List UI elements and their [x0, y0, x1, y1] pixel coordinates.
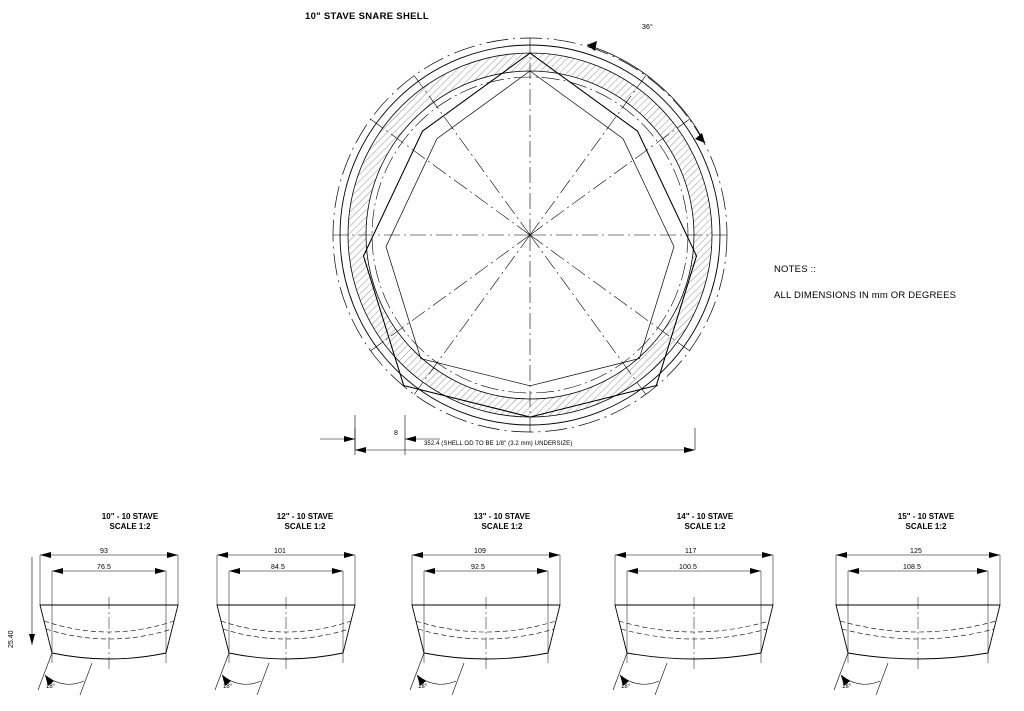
page-title: 10" STAVE SNARE SHELL [305, 11, 429, 22]
stave-outer-width-2: 109 [474, 548, 486, 555]
outer-diameter-dimension [300, 428, 720, 468]
stave-inner-width-1: 84.5 [271, 564, 286, 571]
stave-title-line2-4: SCALE 1:2 [905, 522, 947, 531]
stave-title-line1-1: 12" - 10 STAVE [276, 512, 334, 521]
stave-title-line1-0: 10" - 10 STAVE [101, 512, 159, 521]
stave-title-line2-3: SCALE 1:2 [684, 522, 726, 531]
stave-outer-width-3: 117 [685, 548, 697, 555]
notes-body: ALL DIMENSIONS IN mm OR DEGREES [774, 290, 957, 301]
stave-title-1 [215, 512, 395, 532]
stave-profile-3 [593, 545, 808, 705]
stave-title-line1-4: 15" - 10 STAVE [897, 512, 955, 521]
stave-angle-0: 18° [46, 684, 56, 690]
outer-diameter-label: 352.4 (SHELL OD TO BE 1/8" (3.2 mm) UNDERSIZE) [424, 441, 573, 447]
stave-title-3 [615, 512, 795, 532]
stave-title-line1-3: 14" - 10 STAVE [676, 512, 734, 521]
wall-thickness-label: 8 [394, 430, 398, 437]
stave-height-label: 25.40 [8, 630, 15, 648]
stave-inner-width-2: 92.5 [471, 564, 486, 571]
stave-inner-width-4: 108.5 [903, 564, 922, 571]
stave-title-line2-1: SCALE 1:2 [284, 522, 326, 531]
angle-dimension-label: 36° [642, 24, 653, 31]
stave-title-4 [836, 512, 1016, 532]
stave-title-line1-2: 13" - 10 STAVE [473, 512, 531, 521]
stave-profile-2 [390, 545, 600, 705]
stave-title-line2-0: SCALE 1:2 [109, 522, 151, 531]
stave-angle-3: 18° [621, 684, 631, 690]
stave-outer-width-4: 125 [910, 548, 922, 555]
stave-outer-width-0: 93 [100, 548, 108, 555]
notes-heading: NOTES :: [774, 264, 817, 275]
stave-outer-width-1: 101 [274, 548, 286, 555]
stave-angle-1: 18° [223, 684, 233, 690]
stave-angle-4: 18° [842, 684, 852, 690]
stave-profile-1 [195, 545, 395, 705]
stave-profile-0 [18, 545, 218, 705]
stave-inner-width-0: 76.5 [97, 564, 112, 571]
shell-top-view [290, 10, 770, 470]
stave-title-line2-2: SCALE 1:2 [481, 522, 523, 531]
stave-inner-width-3: 100.5 [679, 564, 698, 571]
stave-title-2 [412, 512, 592, 532]
stave-title-0 [40, 512, 220, 532]
stave-angle-2: 18° [418, 684, 428, 690]
